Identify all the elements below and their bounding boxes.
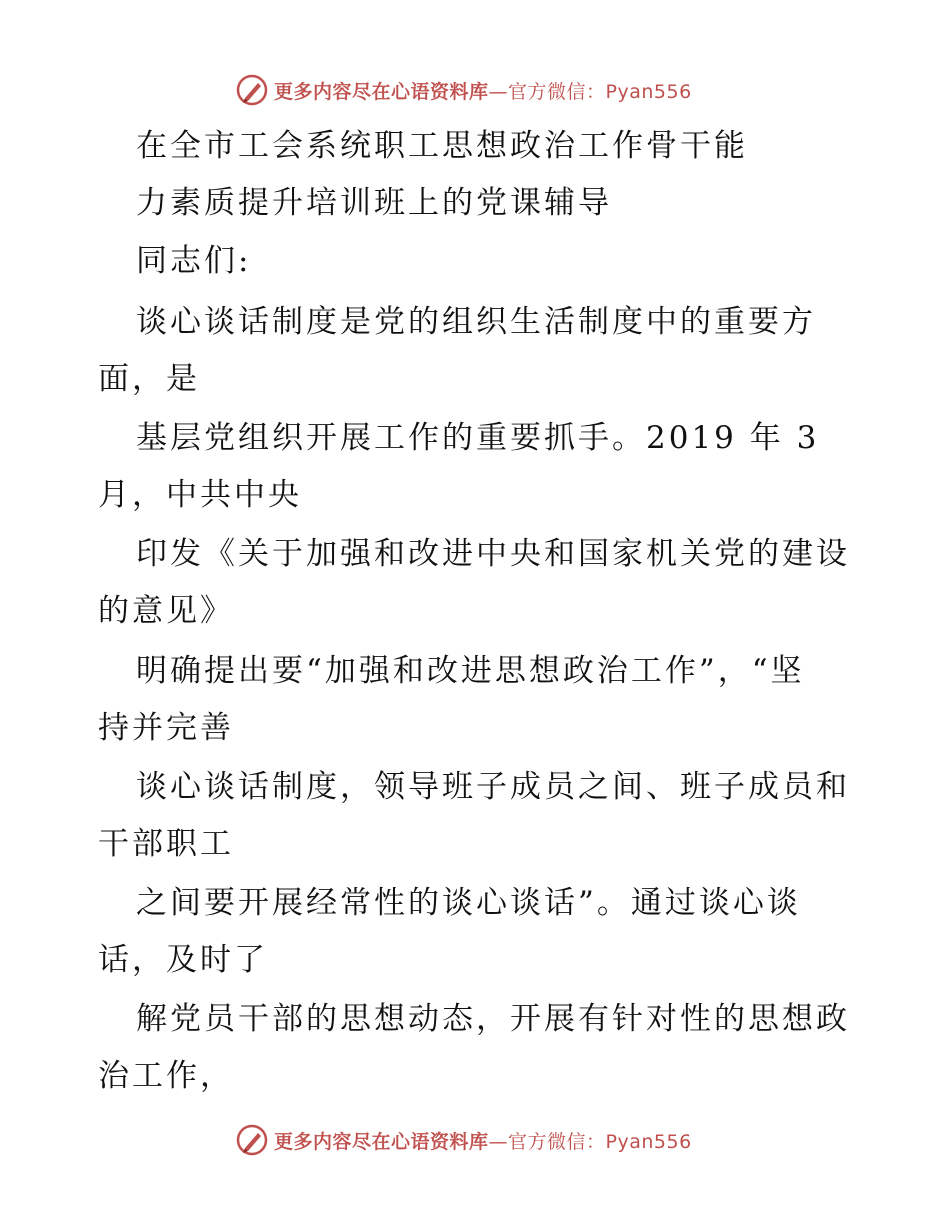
watermark-tail-text: —官方微信：Pyan556 (488, 80, 692, 103)
paragraph-line: 治工作， (98, 1058, 234, 1094)
paragraph-line: 明确提出要“加强和改进思想政治工作”，“坚 (136, 653, 805, 689)
salutation: 同志们: (136, 243, 252, 279)
paragraph-line: 谈心谈话制度，领导班子成员之间、班子成员和 (136, 769, 850, 805)
footer-watermark (236, 1122, 692, 1158)
watermark-tail-text: —官方微信：Pyan556 (488, 1130, 692, 1153)
watermark-text (274, 1127, 692, 1154)
document-title-line-2: 力素质提升培训班上的党课辅导 (136, 185, 612, 221)
paragraph-line: 面，是 (98, 361, 200, 397)
watermark-main-text: 更多内容尽在心语资料库 (274, 80, 489, 103)
paragraph-line: 月，中共中央 (98, 477, 302, 513)
pen-logo-icon (236, 1124, 268, 1156)
paragraph-line: 干部职工 (98, 826, 234, 862)
document-title-line-1: 在全市工会系统职工思想政治工作骨干能 (136, 128, 748, 164)
paragraph-line: 话，及时了 (98, 942, 268, 978)
paragraph-line: 解党员干部的思想动态，开展有针对性的思想政 (136, 1001, 850, 1037)
paragraph-line: 谈心谈话制度是党的组织生活制度中的重要方 (136, 304, 816, 340)
paragraph-line: 基层党组织开展工作的重要抓手。2019 年 3 (136, 420, 820, 456)
paragraph-line: 持并完善 (98, 710, 234, 746)
paragraph-line: 印发《关于加强和改进中央和国家机关党的建设 (136, 536, 850, 572)
paragraph-line: 之间要开展经常性的谈心谈话”。通过谈心谈 (136, 885, 801, 921)
paragraph-line: 的意见》 (98, 593, 234, 629)
watermark-main-text: 更多内容尽在心语资料库 (274, 1130, 489, 1153)
